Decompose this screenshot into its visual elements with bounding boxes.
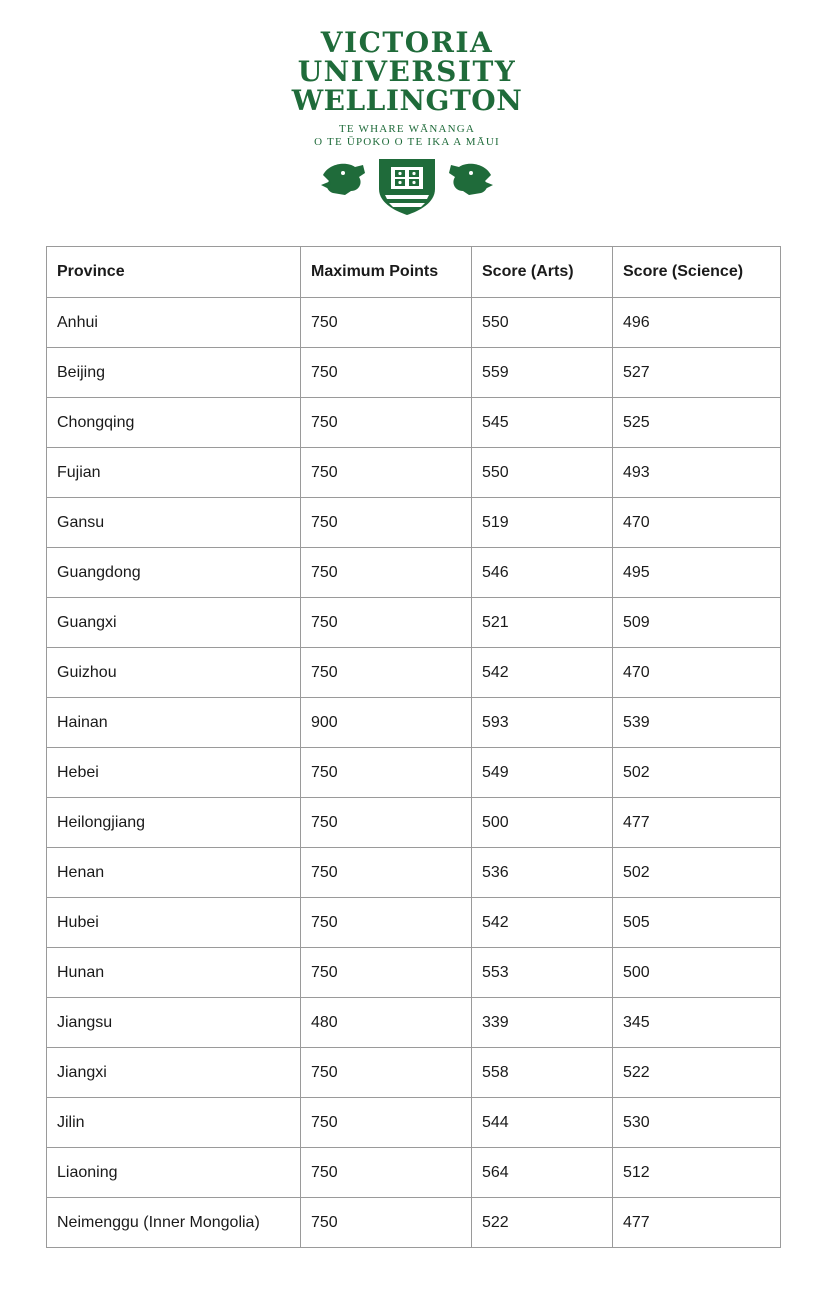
cell-score-science: 496 bbox=[613, 298, 781, 348]
cell-maximum-points: 750 bbox=[301, 298, 472, 348]
cell-score-science: 502 bbox=[613, 748, 781, 798]
cell-score-science: 500 bbox=[613, 948, 781, 998]
cell-maximum-points: 750 bbox=[301, 448, 472, 498]
cell-score-science: 522 bbox=[613, 1048, 781, 1098]
cell-score-science: 512 bbox=[613, 1148, 781, 1198]
cell-score-science: 470 bbox=[613, 498, 781, 548]
cell-maximum-points: 750 bbox=[301, 748, 472, 798]
cell-maximum-points: 750 bbox=[301, 648, 472, 698]
table-row bbox=[47, 298, 781, 348]
cell-score-science: 525 bbox=[613, 398, 781, 448]
cell-province: Guangdong bbox=[47, 548, 301, 598]
cell-score-arts: 558 bbox=[472, 1048, 613, 1098]
table-row bbox=[47, 848, 781, 898]
cell-province: Liaoning bbox=[47, 1148, 301, 1198]
cell-score-arts: 553 bbox=[472, 948, 613, 998]
cell-score-science: 527 bbox=[613, 348, 781, 398]
cell-score-arts: 550 bbox=[472, 448, 613, 498]
cell-maximum-points: 750 bbox=[301, 498, 472, 548]
cell-score-science: 530 bbox=[613, 1098, 781, 1148]
cell-province: Hunan bbox=[47, 948, 301, 998]
cell-province: Neimenggu (Inner Mongolia) bbox=[47, 1198, 301, 1248]
cell-province: Henan bbox=[47, 848, 301, 898]
cell-maximum-points: 750 bbox=[301, 1198, 472, 1248]
cell-province: Guizhou bbox=[47, 648, 301, 698]
cell-province: Jiangsu bbox=[47, 998, 301, 1048]
cell-score-arts: 550 bbox=[472, 298, 613, 348]
cell-score-arts: 542 bbox=[472, 898, 613, 948]
table-row bbox=[47, 1148, 781, 1198]
cell-score-science: 539 bbox=[613, 698, 781, 748]
cell-maximum-points: 750 bbox=[301, 598, 472, 648]
cell-province: Chongqing bbox=[47, 398, 301, 448]
table-row bbox=[47, 898, 781, 948]
logo-line-3: WELLINGTON bbox=[291, 84, 523, 117]
cell-score-arts: 559 bbox=[472, 348, 613, 398]
cell-province: Guangxi bbox=[47, 598, 301, 648]
cell-province: Heilongjiang bbox=[47, 798, 301, 848]
table-row bbox=[47, 348, 781, 398]
cell-score-science: 345 bbox=[613, 998, 781, 1048]
cell-score-science: 477 bbox=[613, 1198, 781, 1248]
cell-score-science: 509 bbox=[613, 598, 781, 648]
cell-score-arts: 522 bbox=[472, 1198, 613, 1248]
table-row bbox=[47, 1098, 781, 1148]
cell-maximum-points: 750 bbox=[301, 1098, 472, 1148]
cell-province: Jilin bbox=[47, 1098, 301, 1148]
cell-maximum-points: 750 bbox=[301, 798, 472, 848]
cell-score-science: 505 bbox=[613, 898, 781, 948]
crest-emblem-icon bbox=[319, 155, 495, 217]
cell-maximum-points: 750 bbox=[301, 948, 472, 998]
university-logo bbox=[0, 28, 814, 217]
logo-subtitle-1: TE WHARE WĀNANGA bbox=[338, 123, 476, 135]
admission-scores-table bbox=[46, 246, 781, 1248]
cell-score-arts: 521 bbox=[472, 598, 613, 648]
cell-maximum-points: 750 bbox=[301, 398, 472, 448]
cell-score-arts: 564 bbox=[472, 1148, 613, 1198]
cell-score-arts: 536 bbox=[472, 848, 613, 898]
cell-province: Gansu bbox=[47, 498, 301, 548]
cell-score-arts: 542 bbox=[472, 648, 613, 698]
cell-maximum-points: 750 bbox=[301, 548, 472, 598]
cell-maximum-points: 750 bbox=[301, 348, 472, 398]
cell-score-arts: 549 bbox=[472, 748, 613, 798]
cell-province: Jiangxi bbox=[47, 1048, 301, 1098]
cell-maximum-points: 750 bbox=[301, 1048, 472, 1098]
table-row bbox=[47, 498, 781, 548]
table-row bbox=[47, 648, 781, 698]
cell-maximum-points: 480 bbox=[301, 998, 472, 1048]
table-row bbox=[47, 1048, 781, 1098]
cell-province: Hainan bbox=[47, 698, 301, 748]
table-row bbox=[47, 1198, 781, 1248]
table-row bbox=[47, 598, 781, 648]
cell-score-arts: 519 bbox=[472, 498, 613, 548]
cell-score-arts: 545 bbox=[472, 398, 613, 448]
table-row bbox=[47, 948, 781, 998]
cell-maximum-points: 750 bbox=[301, 1148, 472, 1198]
header-score-science: Score (Science) bbox=[613, 247, 781, 298]
cell-score-arts: 546 bbox=[472, 548, 613, 598]
cell-score-arts: 593 bbox=[472, 698, 613, 748]
cell-score-arts: 339 bbox=[472, 998, 613, 1048]
table-row bbox=[47, 798, 781, 848]
table-row bbox=[47, 698, 781, 748]
cell-maximum-points: 900 bbox=[301, 698, 472, 748]
table-row bbox=[47, 748, 781, 798]
cell-maximum-points: 750 bbox=[301, 898, 472, 948]
cell-score-arts: 500 bbox=[472, 798, 613, 848]
header-maximum-points: Maximum Points bbox=[301, 247, 472, 298]
table-row bbox=[47, 998, 781, 1048]
cell-province: Anhui bbox=[47, 298, 301, 348]
header-province: Province bbox=[47, 247, 301, 298]
logo-line-2: UNIVERSITY bbox=[297, 55, 517, 88]
cell-score-science: 477 bbox=[613, 798, 781, 848]
cell-score-science: 495 bbox=[613, 548, 781, 598]
table-row bbox=[47, 548, 781, 598]
cell-score-science: 493 bbox=[613, 448, 781, 498]
table-header-row bbox=[47, 247, 781, 298]
logo-line-1: VICTORIA bbox=[320, 26, 494, 59]
cell-maximum-points: 750 bbox=[301, 848, 472, 898]
cell-province: Beijing bbox=[47, 348, 301, 398]
header-score-arts: Score (Arts) bbox=[472, 247, 613, 298]
logo-subtitle-2: O TE ŪPOKO O TE IKA A MĀUI bbox=[314, 136, 500, 148]
cell-score-science: 470 bbox=[613, 648, 781, 698]
cell-score-arts: 544 bbox=[472, 1098, 613, 1148]
table-row bbox=[47, 398, 781, 448]
cell-province: Fujian bbox=[47, 448, 301, 498]
table-row bbox=[47, 448, 781, 498]
cell-province: Hubei bbox=[47, 898, 301, 948]
cell-province: Hebei bbox=[47, 748, 301, 798]
cell-score-science: 502 bbox=[613, 848, 781, 898]
